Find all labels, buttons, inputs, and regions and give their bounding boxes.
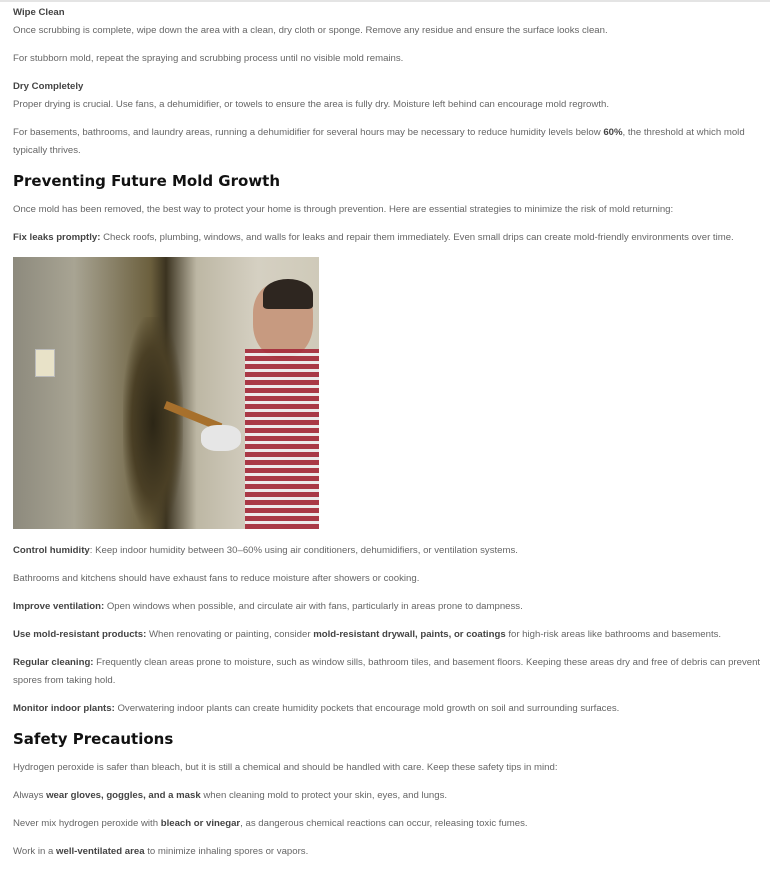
light-switch <box>35 349 55 377</box>
paragraph: Hydrogen peroxide is safer than bleach, but it is still a chemical and should be handled with care. Keep these safety tips in mind: <box>13 762 558 773</box>
paragraph-fix-leaks: Fix leaks promptly: Check roofs, plumbing, windows, and walls for leaks and repair them immediately. Even small drips can create mold-friendly environments over time. <box>13 232 734 243</box>
paragraph: Once scrubbing is complete, wipe down the area with a clean, dry cloth or sponge. Remove any residue and ensure the surface looks clean. <box>13 25 608 36</box>
paragraph: Proper drying is crucial. Use fans, a dehumidifier, or towels to ensure the area is fully dry. Moisture left behind can encourage mold regrowth. <box>13 99 609 110</box>
paragraph-humidity: Control humidity: Keep indoor humidity between 30–60% using air conditioners, dehumidifiers, or ventilation systems. <box>13 545 518 556</box>
paragraph-mix: Never mix hydrogen peroxide with bleach or vinegar, as dangerous chemical reactions can occur, releasing toxic fumes. <box>13 818 528 829</box>
paragraph-resistant: Use mold-resistant products: When renovating or painting, consider mold-resistant drywall, paints, or coatings for high-risk areas like bathrooms and basements. <box>13 629 722 640</box>
paragraph-ventilated: Work in a well-ventilated area to minimize inhaling spores or vapors. <box>13 846 309 857</box>
paragraph-cleaning: Regular cleaning: Frequently clean areas prone to moisture, such as window sills, bathroom tiles, and basement floors. Keeping these areas dry and free of debris can prevent spores from taking hold. <box>13 657 761 686</box>
paragraph: Bathrooms and kitchens should have exhaust fans to reduce moisture after showers or cooking. <box>13 573 420 584</box>
heading-preventing: Preventing Future Mold Growth <box>13 172 281 190</box>
plaid-shirt <box>245 349 319 529</box>
subheading-wipe-clean: Wipe Clean <box>13 7 65 18</box>
paragraph-plants: Monitor indoor plants: Overwatering indoor plants can create humidity pockets that encourage mold growth on soil and surrounding surfaces. <box>13 703 620 714</box>
paragraph-ventilation: Improve ventilation: Open windows when possible, and circulate air with fans, particularly in areas prone to dampness. <box>13 601 523 612</box>
heading-safety: Safety Precautions <box>13 730 174 748</box>
paragraph: Once mold has been removed, the best way to protect your home is through prevention. Here are essential strategies to minimize the risk of mold returning: <box>13 204 674 215</box>
mold-removal-photo <box>13 257 319 529</box>
mold-stain <box>123 317 183 529</box>
paragraph-gloves: Always wear gloves, goggles, and a mask when cleaning mold to protect your skin, eyes, and lungs. <box>13 790 448 801</box>
paragraph: For basements, bathrooms, and laundry areas, running a dehumidifier for several hours may be necessary to reduce humidity levels below 60%, the threshold at which mold typically thrives. <box>13 127 745 156</box>
man-hair <box>263 279 313 309</box>
subheading-dry-completely: Dry Completely <box>13 81 84 92</box>
glove <box>201 425 241 451</box>
article-body <box>0 2 770 881</box>
paragraph: For stubborn mold, repeat the spraying and scrubbing process until no visible mold remains. <box>13 53 404 64</box>
